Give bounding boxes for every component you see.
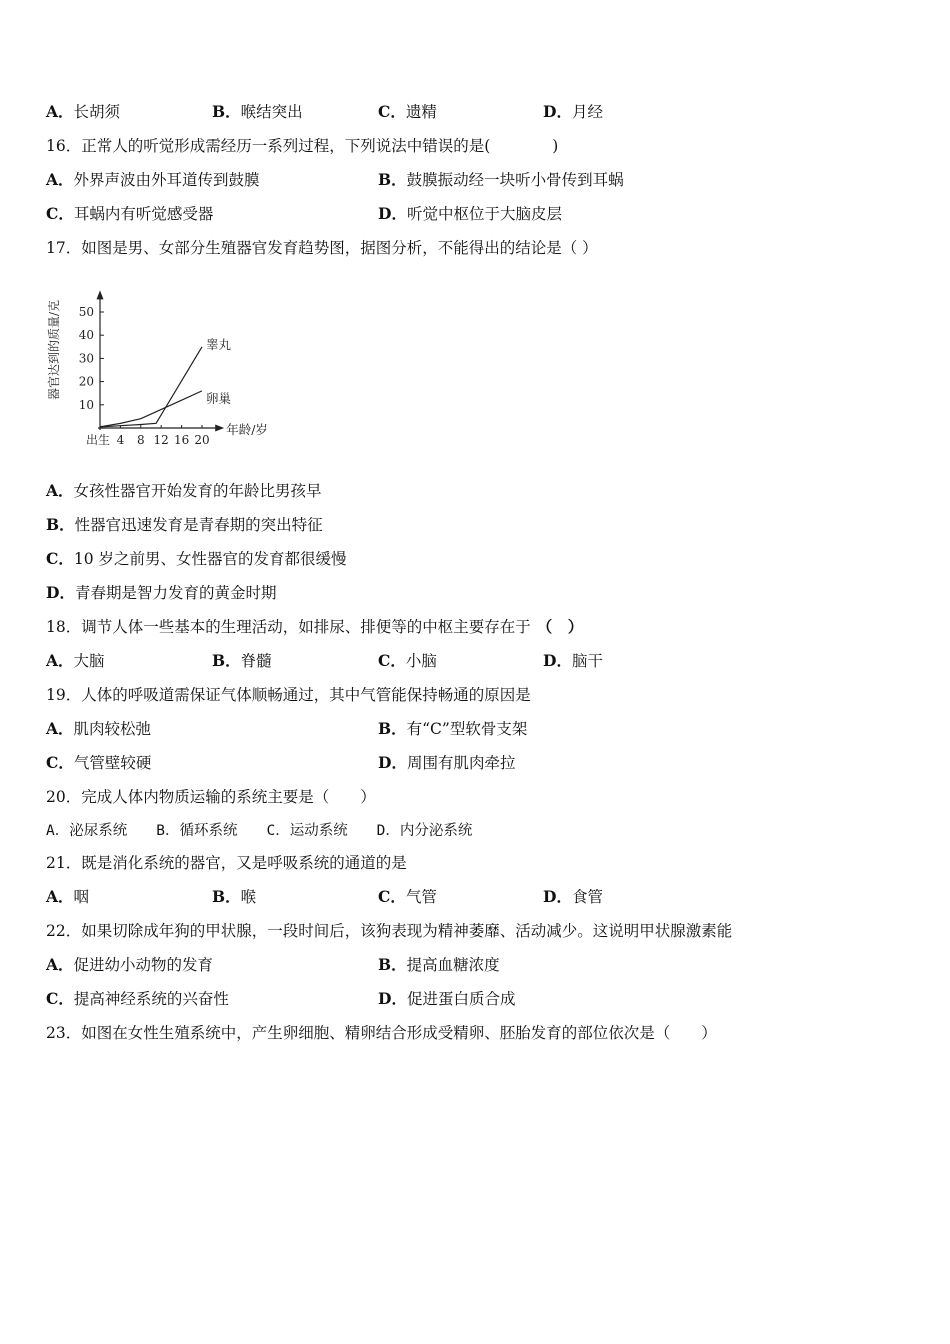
q18-stem-text: 18．调节人体一些基本的生理活动，如排尿、排便等的中枢主要存在于 (46, 618, 531, 636)
q15-option-b: B．喉结突出 (212, 102, 303, 121)
q21-stem: 21．既是消化系统的器官，又是呼吸系统的通道的是 (46, 854, 407, 872)
q16-option-d: D．听觉中枢位于大脑皮层 (378, 204, 562, 223)
q19-option-a: A．肌肉较松弛 (46, 719, 152, 738)
series-label: 睾丸 (206, 336, 232, 352)
x-tick-label: 出生 (85, 433, 111, 447)
q21-option-b: B．喉 (212, 887, 257, 906)
q18-option-d: D．脑干 (543, 651, 603, 670)
q20-options: A．泌尿系统 B．循环系统 C．运动系统 D．内分泌系统 (46, 823, 473, 839)
q16-option-b: B．鼓膜振动经一块听小骨传到耳蜗 (378, 170, 624, 189)
q22-stem: 22．如果切除成年狗的甲状腺，一段时间后，该狗表现为精神萎靡、活动减少。这说明甲状腺激素能 (46, 922, 733, 940)
q18-option-c: C．小脑 (378, 651, 437, 670)
q21-option-d: D．食管 (543, 887, 603, 906)
y-axis-label: 器官达到的质量/克 (47, 299, 61, 400)
q22-option-c: C．提高神经系统的兴奋性 (46, 989, 229, 1008)
series-label: 卵巢 (206, 390, 232, 406)
q18-option-a: A．大脑 (46, 651, 105, 670)
q15-option-a: A．长胡须 (46, 102, 121, 121)
q17-option-b: B．性器官迅速发育是青春期的突出特征 (46, 515, 323, 534)
q21-option-c: C．气管 (378, 887, 437, 906)
q22-option-a: A．促进幼小动物的发育 (46, 955, 214, 974)
x-tick-label: 12 (153, 433, 169, 447)
y-tick-label: 50 (78, 305, 94, 319)
q15-option-d: D．月经 (543, 102, 603, 121)
x-tick-label: 16 (173, 433, 190, 447)
y-tick-label: 30 (78, 351, 94, 366)
series-line-testis (100, 347, 202, 427)
y-axis-arrow (97, 290, 104, 299)
q16-option-a: A．外界声波由外耳道传到鼓膜 (46, 170, 260, 189)
q16-stem: 16．正常人的听觉形成需经历一系列过程，下列说法中错误的是( ) (46, 137, 559, 155)
x-axis-label: 年龄/岁 (226, 422, 268, 437)
y-tick-label: 20 (78, 374, 94, 389)
q17-option-c: C．10 岁之前男、女性器官的发育都很缓慢 (46, 549, 347, 568)
y-tick-label: 10 (78, 397, 94, 412)
y-tick-label: 40 (78, 328, 94, 343)
x-tick-label: 20 (194, 433, 210, 447)
q19-stem: 19．人体的呼吸道需保证气体顺畅通过，其中气管能保持畅通的原因是 (46, 686, 531, 704)
q22-option-b: B．提高血糖浓度 (378, 955, 500, 974)
x-tick-label: 4 (116, 433, 125, 447)
q17-option-a: A．女孩性器官开始发育的年龄比男孩早 (46, 481, 322, 500)
q19-option-d: D．周围有肌肉牵拉 (378, 753, 516, 772)
q17-stem: 17．如图是男、女部分生殖器官发育趋势图，据图分析，不能得出的结论是（ ） (46, 239, 598, 257)
q20-stem: 20．完成人体内物质运输的系统主要是（ ） (46, 788, 376, 806)
q23-stem: 23．如图在女性生殖系统中，产生卵细胞、精卵结合形成受精卵、胚胎发育的部位依次是（ ） (46, 1024, 717, 1042)
q15-option-c: C．遗精 (378, 102, 437, 121)
q22-option-d: D．促进蛋白质合成 (378, 989, 516, 1008)
x-axis-arrow (215, 425, 224, 432)
q17-option-d: D．青春期是智力发育的黄金时期 (46, 583, 277, 602)
q16-option-c: C．耳蜗内有听觉感受器 (46, 204, 214, 223)
q18-option-b: B．脊髓 (212, 651, 272, 670)
q21-option-a: A．咽 (46, 887, 90, 906)
q18-paren: （ ） (536, 617, 584, 636)
x-tick-label: 8 (136, 433, 145, 447)
series-line-ovary (100, 391, 202, 427)
growth-chart (40, 268, 280, 448)
q19-option-b: B．有“C”型软骨支架 (378, 719, 528, 738)
q19-option-c: C．气管壁较硬 (46, 753, 152, 772)
q18-stem (46, 617, 583, 637)
